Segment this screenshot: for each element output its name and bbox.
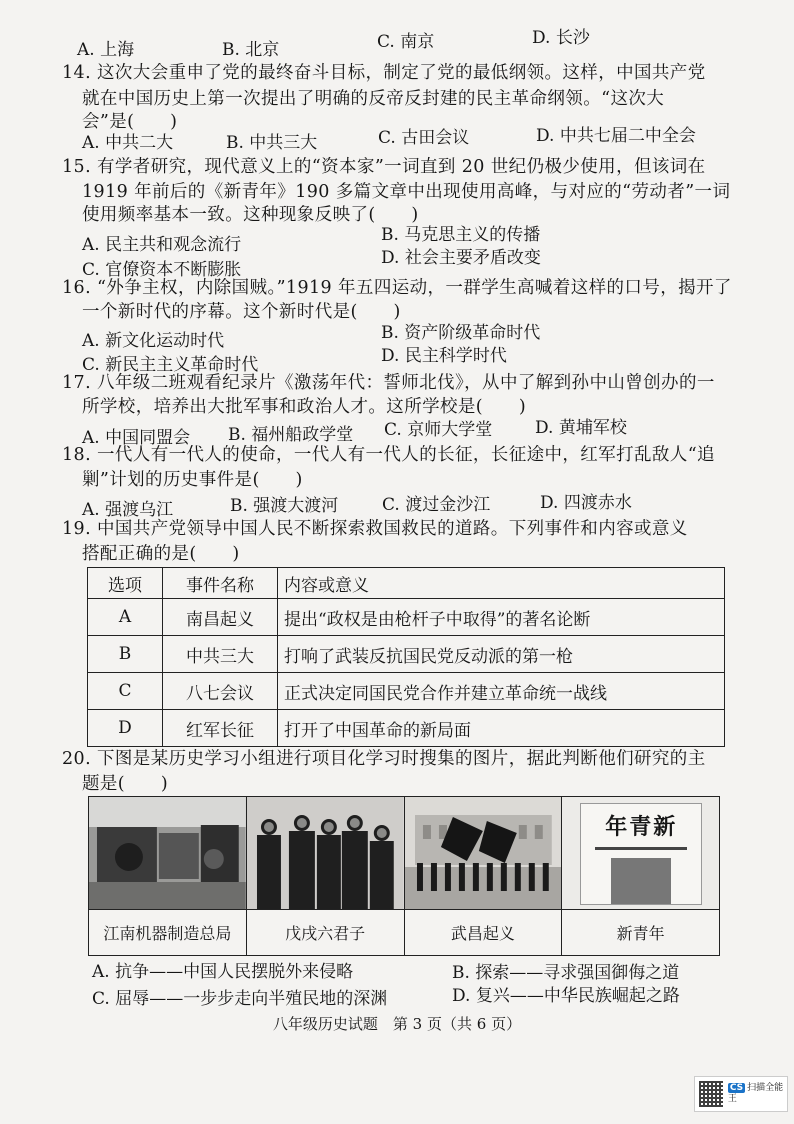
table-header-row (88, 568, 725, 599)
q16-option-a: A. 新文化运动时代 (82, 331, 225, 351)
caption-new-youth: 新青年 (616, 924, 665, 943)
caption-jiangnan: 江南机器制造总局 (103, 924, 232, 943)
q14-option-b: B. 中共三大 (226, 133, 318, 153)
scanner-watermark (694, 1076, 788, 1112)
row-event: 南昌起义 (163, 599, 278, 636)
q20-option-d: D. 复兴——中华民族崛起之路 (452, 986, 680, 1006)
page-footer: 八年级历史试题 第 3 页（共 6 页） (272, 1015, 522, 1033)
q20-option-b: B. 探索——寻求强国御侮之道 (452, 963, 680, 983)
q14-stem-line-3: 会”是( ) (82, 112, 178, 132)
image-cell-wuchang (405, 797, 563, 955)
new-youth-magazine-cover (562, 797, 719, 910)
q18-option-b: B. 强渡大渡河 (230, 496, 339, 516)
table-row (88, 636, 725, 673)
row-event: 中共三大 (163, 636, 278, 673)
row-option: A (88, 599, 163, 636)
header-option: 选项 (88, 568, 163, 599)
q16-stem-line-2: 一个新时代的序幕。这个新时代是( ) (82, 302, 401, 322)
q15-stem-line-1: 15. 有学者研究，现代意义上的“资本家”一词直到 20 世纪仍极少使用，但该词在 (62, 157, 706, 177)
q18-option-d: D. 四渡赤水 (540, 493, 632, 513)
row-content: 正式决定同国民党合作并建立革命统一战线 (278, 673, 725, 710)
q18-option-c: C. 渡过金沙江 (382, 495, 491, 515)
q15-option-a: A. 民主共和观念流行 (82, 235, 242, 255)
image-cell-new-youth (562, 797, 719, 955)
row-event: 八七会议 (163, 673, 278, 710)
q16-option-c: C. 新民主主义革命时代 (82, 355, 259, 375)
q20-option-a: A. 抗争——中国人民摆脱外来侵略 (92, 962, 354, 982)
q17-option-a: A. 中国同盟会 (82, 428, 191, 448)
row-content: 提出“政权是由枪杆子中取得”的著名论断 (278, 599, 725, 636)
q18-stem-line-1: 18. 一代人有一代人的使命，一代人有一代人的长征，长征途中，红军打乱敌人“追 (62, 445, 715, 465)
qr-code-icon (699, 1081, 723, 1107)
row-content: 打开了中国革命的新局面 (278, 710, 725, 747)
table-row (88, 673, 725, 710)
q14-option-a: A. 中共二大 (82, 133, 174, 153)
q20-option-c: C. 屈辱——一步步走向半殖民地的深渊 (92, 989, 388, 1009)
q15-option-c: C. 官僚资本不断膨胀 (82, 260, 242, 280)
q17-option-c: C. 京师大学堂 (384, 420, 493, 440)
q17-option-d: D. 黄埔军校 (535, 418, 627, 438)
row-event: 红军长征 (163, 710, 278, 747)
wuxu-six-gentlemen-photo (247, 797, 404, 910)
q19-stem-line-2: 搭配正确的是( ) (82, 544, 240, 564)
q17-stem-line-1: 17. 八年级二班观看纪录片《激荡年代：誓师北伐》，从中了解到孙中山曾创办的一 (62, 373, 715, 393)
q13-option-c: C. 南京 (377, 32, 435, 52)
table-row (88, 599, 725, 636)
q15-stem-line-3: 使用频率基本一致。这种现象反映了( ) (82, 205, 419, 225)
image-cell-wuxu (247, 797, 405, 955)
wuchang-uprising-photo (405, 797, 562, 910)
q20-stem-line-2: 题是( ) (82, 774, 169, 794)
caption-wuchang: 武昌起义 (450, 924, 515, 943)
scanner-app-name: 扫描全能王 (727, 1083, 784, 1104)
magazine-masthead: 年青新 (605, 814, 678, 840)
row-option: D (88, 710, 163, 747)
q14-stem-line-1: 14. 这次大会重申了党的最终奋斗目标，制定了党的最低纲领。这样，中国共产党 (62, 63, 706, 83)
q19-stem-line-1: 19. 中国共产党领导中国人民不断探索救国救民的道路。下列事件和内容或意义 (62, 519, 688, 539)
header-event: 事件名称 (163, 568, 278, 599)
q18-option-a: A. 强渡乌江 (82, 500, 174, 520)
q19-table (87, 567, 725, 747)
q16-stem-line-1: 16. “外争主权，内除国贼。”1919 年五四运动，一群学生高喊着这样的口号，揭开了 (62, 278, 732, 298)
q18-stem-line-2: 剿”计划的历史事件是( ) (82, 470, 303, 490)
q14-option-d: D. 中共七届二中全会 (536, 126, 696, 146)
q13-option-a: A. 上海 (77, 40, 135, 60)
q13-option-d: D. 长沙 (532, 28, 590, 48)
cs-logo-icon: CS (729, 1083, 744, 1093)
q15-stem-line-2: 1919 年前后的《新青年》190 多篇文章中出现使用高峰，与对应的“劳动者”一词 (82, 182, 731, 202)
q17-option-b: B. 福州船政学堂 (228, 425, 354, 445)
q16-option-b: B. 资产阶级革命时代 (381, 323, 541, 343)
row-option: B (88, 636, 163, 673)
q16-option-d: D. 民主科学时代 (381, 346, 507, 366)
q15-option-b: B. 马克思主义的传播 (381, 225, 541, 245)
image-cell-jiangnan (89, 797, 247, 955)
q20-stem-line-1: 20. 下图是某历史学习小组进行项目化学习时搜集的图片，据此判断他们研究的主 (62, 749, 706, 769)
table-row (88, 710, 725, 747)
header-content: 内容或意义 (278, 568, 725, 599)
caption-wuxu: 戊戌六君子 (285, 924, 366, 943)
q17-stem-line-2: 所学校，培养出大批军事和政治人才。这所学校是( ) (82, 397, 527, 417)
q13-option-b: B. 北京 (222, 40, 280, 60)
row-option: C (88, 673, 163, 710)
q20-image-strip (88, 796, 720, 956)
q14-option-c: C. 古田会议 (378, 128, 470, 148)
q15-option-d: D. 社会主要矛盾改变 (381, 248, 541, 268)
q14-stem-line-2: 就在中国历史上第一次提出了明确的反帝反封建的民主革命纲领。“这次大 (82, 89, 665, 109)
jiangnan-arsenal-photo (89, 797, 246, 910)
row-content: 打响了武装反抗国民党反动派的第一枪 (278, 636, 725, 673)
